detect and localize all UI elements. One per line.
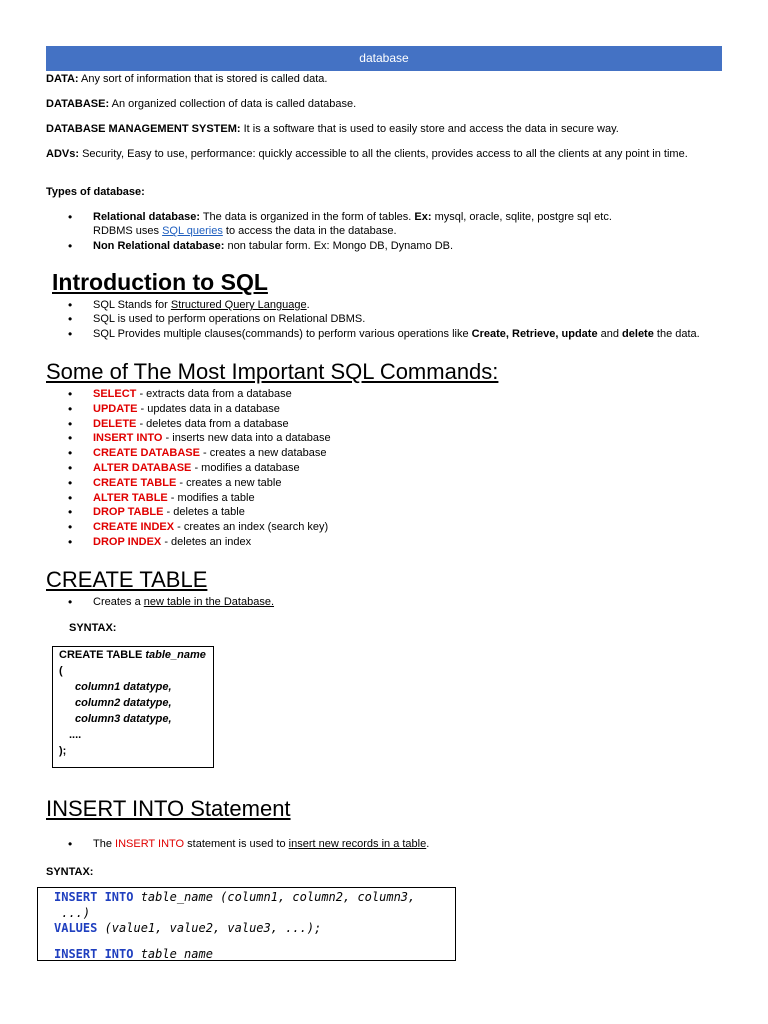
intro-b3-and: and [597, 327, 623, 340]
list-item [46, 327, 722, 341]
sql-queries-link[interactable]: SQL queries [162, 225, 223, 238]
command-name: DROP INDEX [93, 535, 162, 548]
rel-text: The data is organized in the form of tables. [199, 211, 415, 223]
command-item [46, 535, 722, 550]
create-table-syntax-label: SYNTAX: [69, 622, 117, 634]
code-text: (value1, value2, value3, ...); [97, 921, 322, 935]
command-item [46, 491, 722, 506]
insert-into-code-box [37, 887, 456, 961]
command-desc: - deletes an index [161, 535, 252, 548]
def-term: DATA: [46, 73, 79, 85]
ii-b1-underlined: insert new records in a table [288, 838, 427, 850]
db-types-list [46, 210, 722, 253]
def-term: DATABASE: [46, 98, 110, 110]
command-desc: - modifies a database [191, 461, 300, 474]
create-table-heading: CREATE TABLE [46, 567, 208, 592]
ii-b1-post: . [426, 838, 430, 850]
intro-b3-post: the data. [653, 327, 700, 340]
code-line: ...) [54, 905, 91, 920]
def-text: It is a software that is used to easily store and access the data in secure way. [240, 123, 619, 135]
code-table-name: table_name [145, 649, 206, 661]
command-desc: - extracts data from a database [136, 388, 292, 400]
code-keyword: CREATE TABLE [59, 649, 146, 661]
rel-term: Relational database: [93, 211, 200, 223]
command-desc: - deletes a table [163, 506, 245, 519]
command-item [46, 476, 722, 491]
command-name: ALTER TABLE [93, 491, 168, 504]
command-item [46, 520, 722, 535]
code-text: table_name (column1, column2, column3, [133, 890, 416, 904]
command-name: CREATE TABLE [93, 476, 177, 489]
intro-b3-bold1: Create, Retrieve, update [471, 327, 598, 340]
command-item [46, 446, 722, 461]
code-keyword: VALUES [54, 921, 98, 935]
def-data [46, 72, 722, 86]
def-text: Any sort of information that is stored is called data. [78, 73, 328, 85]
insert-into-syntax-label: SYNTAX: [46, 866, 94, 878]
code-keyword: INSERT INTO [54, 946, 134, 961]
commands-list [46, 387, 722, 550]
command-item [46, 417, 722, 432]
command-name: SELECT [93, 388, 137, 400]
create-table-code-box [52, 646, 214, 768]
command-name: DELETE [93, 417, 137, 430]
ct-b1-pre: Creates a [93, 596, 144, 608]
code-line: column1 datatype, [75, 681, 172, 693]
command-item [46, 505, 722, 520]
command-item [46, 461, 722, 476]
list-item [46, 239, 722, 253]
code-text: table_name [133, 946, 213, 961]
code-line [54, 921, 455, 937]
intro-heading: Introduction to SQL [52, 269, 268, 295]
def-text: Security, Easy to use, performance: quickly accessible to all the clients, provides access to all the clients at any point in time. [79, 148, 688, 160]
create-table-list [46, 595, 722, 609]
code-line: ( [59, 665, 63, 677]
code-keyword: INSERT INTO [54, 890, 134, 904]
list-item [46, 298, 722, 312]
command-item [46, 431, 722, 446]
def-dbms [46, 122, 722, 136]
code-line: column3 datatype, [75, 713, 172, 725]
types-heading: Types of database: [46, 186, 145, 198]
command-name: UPDATE [93, 402, 138, 415]
code-line [54, 890, 455, 906]
code-line: .... [69, 729, 82, 741]
header-banner: database [46, 46, 722, 71]
command-name: ALTER DATABASE [93, 461, 192, 474]
intro-b1-post: . [306, 299, 310, 311]
command-item [46, 402, 722, 417]
intro-b1-underlined: Structured Query Language [170, 299, 307, 311]
code-line [54, 947, 455, 963]
command-desc: - creates an index (search key) [174, 521, 329, 534]
code-line [59, 647, 213, 663]
list-item [46, 595, 722, 609]
command-item [46, 387, 722, 402]
command-name: DROP TABLE [93, 506, 164, 519]
rdbms-pre: RDBMS uses [93, 225, 163, 238]
ii-b1-red: INSERT INTO [115, 838, 185, 850]
command-desc: - modifies a table [167, 491, 255, 504]
rel-ex: Ex: [414, 211, 432, 223]
command-name: CREATE DATABASE [93, 447, 200, 460]
ct-b1-underlined: new table in the Database. [143, 596, 275, 608]
insert-into-list [46, 837, 722, 851]
command-desc: - deletes data from a database [136, 417, 289, 430]
def-advs [46, 147, 722, 161]
commands-heading: Some of The Most Important SQL Commands: [46, 359, 499, 384]
def-text: An organized collection of data is called database. [109, 98, 357, 110]
def-database [46, 97, 722, 111]
command-desc: - creates a new table [176, 476, 282, 489]
nonrel-text: non tabular form. Ex: Mongo DB, Dynamo DB. [224, 239, 454, 252]
list-item: • SQL is used to perform operations on Relational DBMS. [46, 312, 722, 326]
command-desc: - updates data in a database [137, 402, 280, 415]
rdbms-post: to access the data in the database. [222, 225, 397, 238]
insert-into-heading: INSERT INTO Statement [46, 796, 291, 821]
list-item [46, 837, 722, 851]
rel-ex-text: mysql, oracle, sqlite, postgre sql etc. [431, 211, 612, 223]
code-line: column2 datatype, [75, 697, 172, 709]
intro-b1-pre: SQL Stands for [93, 299, 171, 311]
command-name: CREATE INDEX [93, 521, 175, 534]
list-item [46, 210, 722, 239]
def-term: ADVs: [46, 148, 80, 160]
command-desc: - inserts new data into a database [162, 432, 331, 445]
command-name: INSERT INTO [93, 432, 163, 445]
ii-b1-pre: The [93, 838, 116, 850]
code-line: ); [59, 745, 67, 757]
command-desc: - creates a new database [199, 447, 327, 460]
intro-b3-pre: SQL Provides multiple clauses(commands) to perform various operations like [93, 327, 472, 340]
intro-b3-bold2: delete [622, 327, 654, 340]
intro-list [46, 298, 722, 341]
nonrel-term: Non Relational database: [93, 239, 225, 252]
def-term: DATABASE MANAGEMENT SYSTEM: [46, 123, 241, 135]
ii-b1-mid: statement is used to [184, 838, 289, 850]
